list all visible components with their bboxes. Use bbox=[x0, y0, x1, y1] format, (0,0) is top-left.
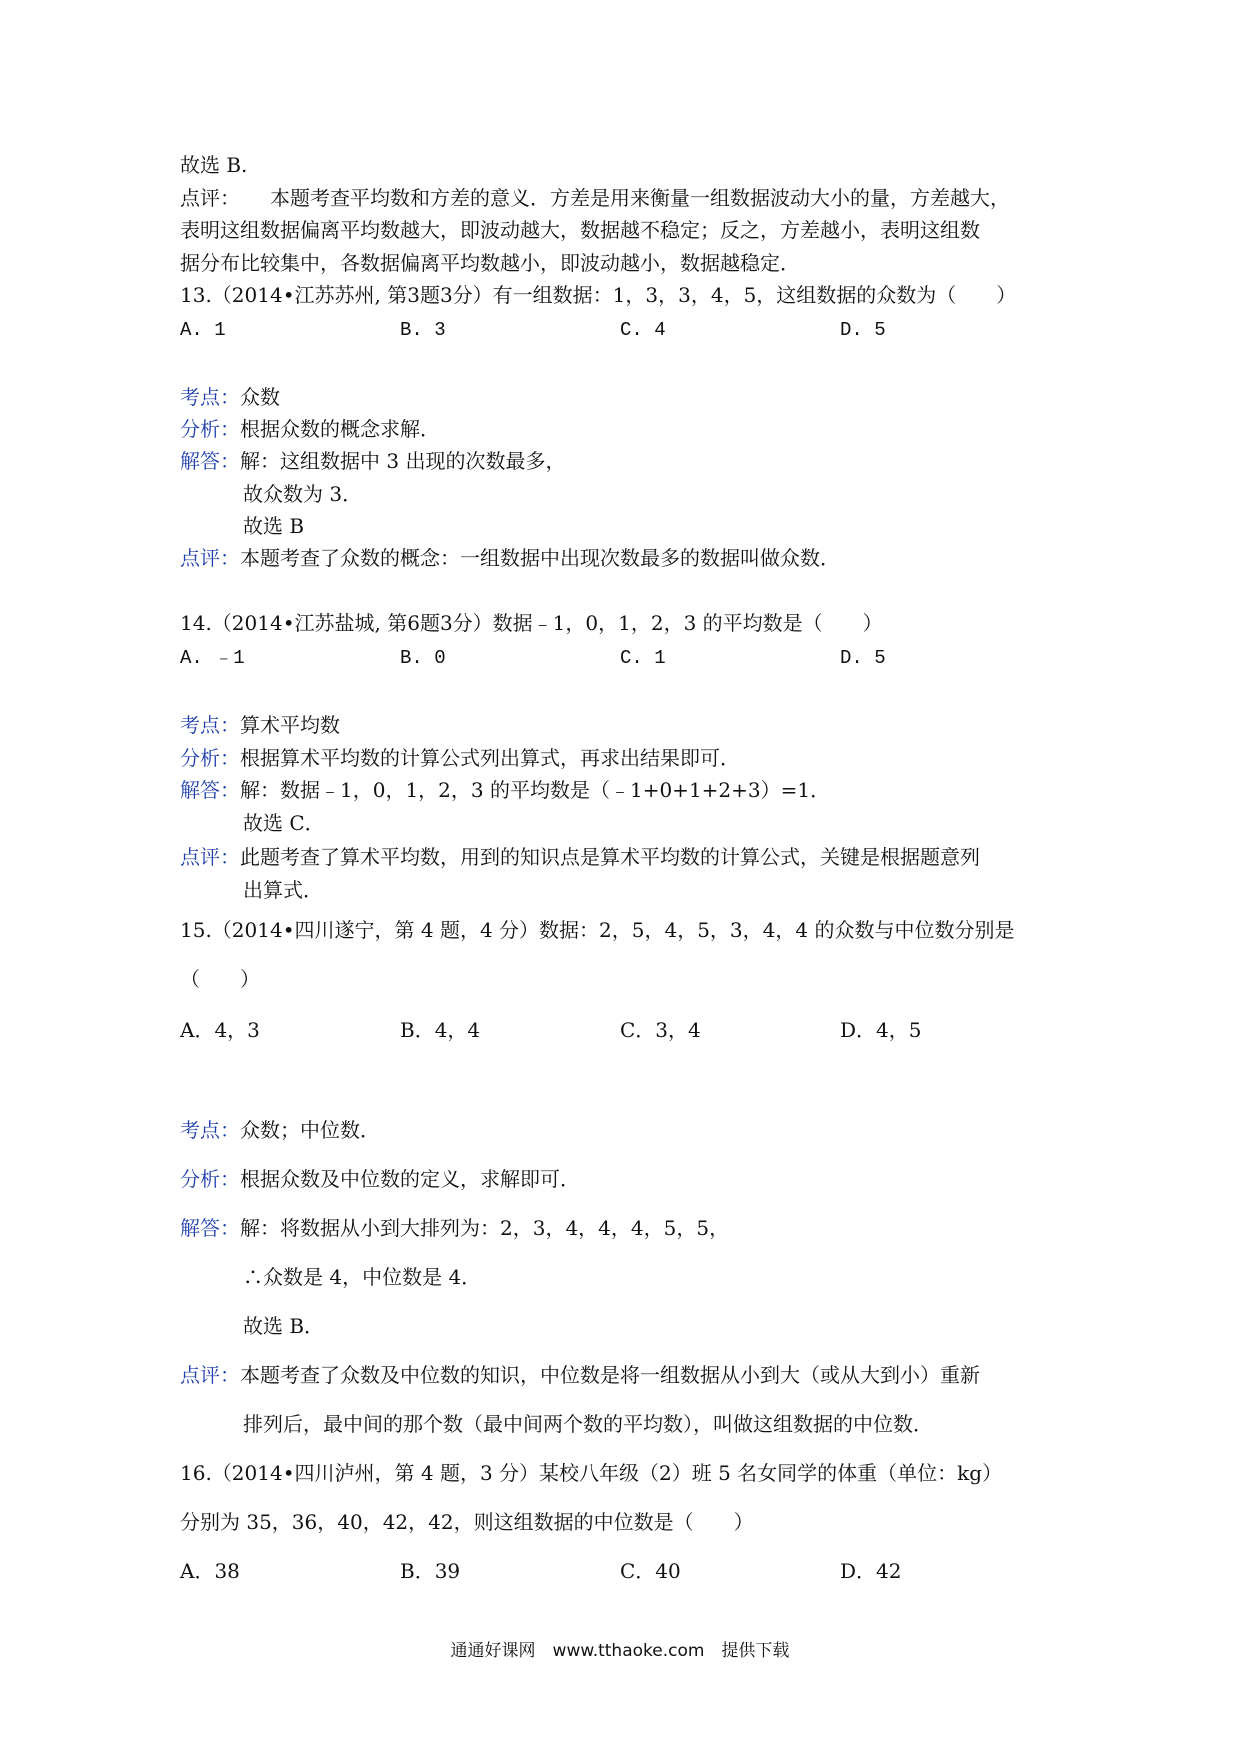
kaodian-label: 考点： bbox=[180, 713, 240, 737]
q15-option-c: C．3，4 bbox=[620, 1018, 701, 1042]
q15-dianping bbox=[180, 1360, 980, 1390]
q13-dianping bbox=[180, 543, 840, 573]
q16-stem: 16.（2014•四川泸州，第 4 题，3 分）某校八年级（2）班 5 名女同学的体重（单位：kg） bbox=[180, 1461, 1003, 1485]
jieda-label: 解答： bbox=[180, 1216, 240, 1240]
q13-jieda-line: 故众数为 3． bbox=[243, 482, 363, 506]
q13-option-c: C. 4 bbox=[620, 319, 666, 341]
q14-dianping bbox=[180, 842, 980, 872]
comment-text: 本题考查平均数和方差的意义．方差是用来衡量一组数据波动大小的量，方差越大， bbox=[230, 186, 1010, 210]
q16-option-b: B．39 bbox=[400, 1559, 461, 1583]
jieda-text: 解：数据﹣1，0，1，2，3 的平均数是（﹣1+0+1+2+3）=1． bbox=[240, 778, 831, 802]
q14-option-b: B. 0 bbox=[400, 647, 446, 669]
q15-jieda bbox=[180, 1213, 729, 1243]
dianping-label: 点评： bbox=[180, 1363, 240, 1387]
q13-fenxi bbox=[180, 414, 440, 444]
q15-kaodian bbox=[180, 1115, 380, 1145]
q15-option-b: B．4，4 bbox=[400, 1018, 481, 1042]
fenxi-text: 根据众数及中位数的定义，求解即可． bbox=[240, 1167, 580, 1191]
q15-stem: 15.（2014•四川遂宁，第 4 题，4 分）数据：2，5，4，5，3，4，4 的众数与中位数分别是 bbox=[180, 918, 1015, 942]
dianping-label: 点评： bbox=[180, 845, 240, 869]
jieda-text: 解：这组数据中 3 出现的次数最多， bbox=[240, 449, 566, 473]
q14-kaodian bbox=[180, 710, 340, 740]
q15-option-a: A．4，3 bbox=[180, 1018, 260, 1042]
answer-line: 故选 B. bbox=[180, 153, 248, 177]
page-footer: 通通好课网 www.tthaoke.com 提供下载 bbox=[450, 1641, 790, 1661]
kaodian-label: 考点： bbox=[180, 385, 240, 409]
q13-option-a: A. 1 bbox=[180, 319, 226, 341]
q15-jieda-line: 故选 B． bbox=[243, 1314, 325, 1338]
comment-line: 据分布比较集中，各数据偏离平均数越小，即波动越小，数据越稳定． bbox=[180, 251, 800, 275]
fenxi-label: 分析： bbox=[180, 1167, 240, 1191]
kaodian-text: 算术平均数 bbox=[240, 713, 340, 737]
fenxi-label: 分析： bbox=[180, 746, 240, 770]
q16-option-d: D．42 bbox=[840, 1559, 902, 1583]
q13-jieda bbox=[180, 446, 565, 476]
jieda-label: 解答： bbox=[180, 778, 240, 802]
q14-dianping-line: 出算式． bbox=[243, 878, 323, 902]
q14-jieda-line: 故选 C． bbox=[243, 811, 325, 835]
jieda-label: 解答： bbox=[180, 449, 240, 473]
kaodian-label: 考点： bbox=[180, 1118, 240, 1142]
q16-stem-cont: 分别为 35，36，40，42，42，则这组数据的中位数是（ ） bbox=[180, 1510, 754, 1534]
q15-fenxi bbox=[180, 1164, 580, 1194]
dianping-text: 此题考查了算术平均数，用到的知识点是算术平均数的计算公式，关键是根据题意列 bbox=[240, 845, 980, 869]
comment-line: 表明这组数据偏离平均数越大，即波动越大，数据越不稳定；反之，方差越小，表明这组数 bbox=[180, 218, 980, 242]
comment-line bbox=[180, 183, 1010, 213]
fenxi-text: 根据众数的概念求解． bbox=[240, 417, 440, 441]
q14-stem: 14.（2014•江苏盐城, 第6题3分）数据﹣1，0，1，2，3 的平均数是（ ） bbox=[180, 611, 883, 635]
q14-option-a: A. ﹣1 bbox=[180, 647, 245, 669]
fenxi-label: 分析： bbox=[180, 417, 240, 441]
dianping-label: 点评： bbox=[180, 546, 240, 570]
comment-label: 点评： bbox=[180, 186, 230, 210]
q15-jieda-line: ∴众数是 4，中位数是 4． bbox=[243, 1265, 482, 1289]
jieda-text: 解：将数据从小到大排列为：2，3，4，4，4，5，5， bbox=[240, 1216, 730, 1240]
q16-option-a: A．38 bbox=[180, 1559, 240, 1583]
q13-jieda-line: 故选 B bbox=[243, 514, 305, 538]
kaodian-text: 众数 bbox=[240, 385, 280, 409]
kaodian-text: 众数；中位数． bbox=[240, 1118, 380, 1142]
dianping-text: 本题考查了众数及中位数的知识，中位数是将一组数据从小到大（或从大到小）重新 bbox=[240, 1363, 980, 1387]
q14-option-c: C. 1 bbox=[620, 647, 666, 669]
q14-option-d: D. 5 bbox=[840, 647, 886, 669]
dianping-text: 本题考查了众数的概念：一组数据中出现次数最多的数据叫做众数． bbox=[240, 546, 840, 570]
q15-dianping-line: 排列后，最中间的那个数（最中间两个数的平均数），叫做这组数据的中位数． bbox=[243, 1412, 933, 1436]
q13-stem: 13.（2014•江苏苏州, 第3题3分）有一组数据：1，3，3，4，5，这组数据的众数为（ ） bbox=[180, 283, 1017, 307]
q15-stem-cont: （ ） bbox=[180, 967, 260, 991]
q13-kaodian bbox=[180, 382, 280, 412]
q14-fenxi bbox=[180, 743, 740, 773]
fenxi-text: 根据算术平均数的计算公式列出算式，再求出结果即可． bbox=[240, 746, 740, 770]
q14-jieda bbox=[180, 775, 830, 805]
q13-option-b: B. 3 bbox=[400, 319, 446, 341]
q13-option-d: D. 5 bbox=[840, 319, 886, 341]
q16-option-c: C．40 bbox=[620, 1559, 681, 1583]
q15-option-d: D．4，5 bbox=[840, 1018, 922, 1042]
